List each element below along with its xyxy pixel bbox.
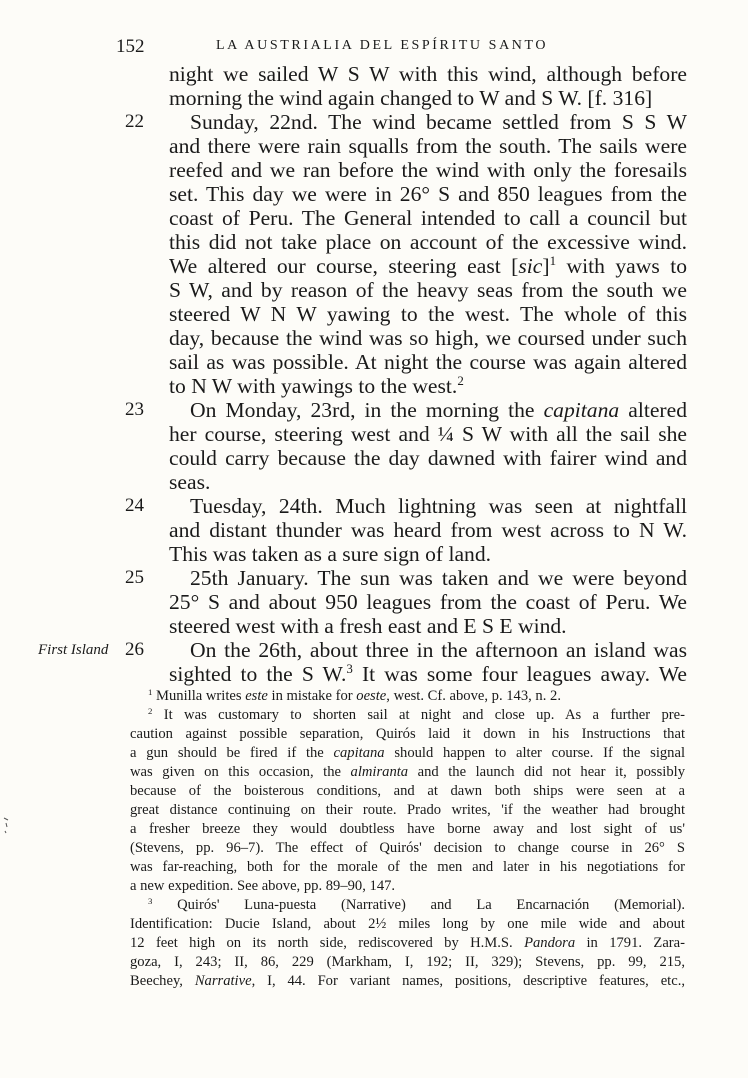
footnote-line [130,744,685,763]
margin-day-25: 25 [125,567,144,588]
text-fragment: ] [542,254,550,278]
text-segment: It was some four leagues away. We [352,662,687,686]
text-segment [542,254,687,278]
text-line: Tuesday, 24th. Much lightning was seen at nightfall [190,494,687,518]
text-line: and distant thunder was heard from west across to N W. [169,518,687,542]
italic-capitana: capitana [543,398,620,422]
footnote-marker: 2 [148,705,153,716]
margin-day-23: 23 [125,399,144,420]
text-line: steered west with a fresh east and E S E wind. [169,614,567,638]
text-line: her course, steering west and ¼ S W with all the sail she [169,422,687,446]
text-line: this did not take place on account of the excessive wind. [169,230,687,254]
text-segment: to N W with yawings to the west. [169,374,458,398]
footnote-ref-2: 2 [457,373,464,389]
text-line [169,254,687,278]
text-segment: was given on this occasion, the [130,764,351,780]
text-segment: in mistake for [267,688,357,704]
margin-day-24: 24 [125,495,144,516]
margin-note-first-island: First Island [38,642,109,658]
text-line: 25° S and about 950 leagues from the coast of Peru. We [169,590,687,614]
footnote-line: caution against possible separation, Quirós laid it down in his Instructions that [130,726,685,742]
footnote-line: was far-reaching, both for the morale of the men and later in his negotiations for [130,859,685,875]
footnote-line: a new expedition. See above, pp. 89–90, 147. [130,878,396,894]
text-line [169,398,687,422]
italic-word: Narrative [194,973,252,989]
text-segment: should happen to alter course. If the signal [384,745,685,761]
text-line: seas. [169,470,211,494]
footnote-1 [130,687,685,706]
text-line: coast of Peru. The General intended to call a council but [169,206,687,230]
scan-speck-mark [2,815,12,837]
page-header [116,36,616,60]
footnote-line: because of the boisterous conditions, and at dawn both ships were seen at a [130,783,685,799]
text-segment: and the launch did not hear it, possibly [408,764,685,780]
footnote-2 [130,706,685,725]
footnote-line: (Stevens, pp. 96–7). The effect of Quirós' decision to change course in 26° S [130,840,685,856]
text-segment: in 1791. Zara- [575,935,685,951]
text-segment: , I, 44. For variant names, positions, descriptive features, etc., [251,973,685,989]
running-title: LA AUSTRIALIA DEL ESPÍRITU SANTO [216,38,549,53]
margin-day-22: 22 [125,111,144,132]
footnotes [130,687,685,991]
footnote-line [130,972,685,991]
text-line [169,374,687,398]
page-number: 152 [116,36,145,57]
text-segment: On Monday, 23rd, in the morning the [190,398,544,422]
text-segment: Beechey, [130,973,195,989]
footnote-line: a fresher breeze they would doubtless have borne away and lost sight of us' [130,821,685,837]
italic-word: oeste [356,688,387,704]
footnote-marker: 1 [148,686,153,697]
italic-word: almiranta [350,764,409,780]
text-segment: a gun should be fired if the [130,745,334,761]
footnote-line: great distance continuing on their route. Prado writes, 'if the weather had brought [130,802,685,818]
italic-word: capitana [333,745,385,761]
footnote-line: Identification: Ducie Island, about 2½ miles long by one mile wide and about [130,916,685,932]
text-line: and there were rain squalls from the south. The sails were [169,134,687,158]
text-line: 25th January. The sun was taken and we were beyond [190,566,687,590]
text-line: day, because the wind was so high, we coursed under such [169,326,687,350]
text-line: could carry because the day dawned with fairer wind and [169,446,687,470]
footnote-marker: 3 [148,895,153,906]
text-segment: , west. Cf. above, p. 143, n. 2. [386,688,561,704]
text-segment: sighted to the S W. [169,662,347,686]
text-line: reefed and we ran before the wind with only the foresails [169,158,687,182]
text-line: set. This day we were in 26° S and 850 leagues from the [169,182,687,206]
footnote-line [130,934,685,953]
footnote-line [130,763,685,782]
text-segment: altered [619,398,687,422]
text-line: morning the wind again changed to W and S W. [f. 316] [169,86,653,110]
text-line: On the 26th, about three in the afternoon an island was [190,638,687,662]
footnote-ref-1: 1 [549,253,557,269]
text-line [169,662,687,686]
italic-word: este [245,688,268,704]
text-line: This was taken as a sure sign of land. [169,542,492,566]
text-line: S W, and by reason of the heavy seas from the south we [169,278,687,302]
footnote-line: goza, I, 243; II, 86, 229 (Markham, I, 192; II, 329); Stevens, pp. 99, 215, [130,954,685,970]
footnote-3 [130,896,685,915]
text-line: sail as was possible. At night the course was again altered [169,350,687,374]
italic-sic: sic [518,254,543,278]
text-segment: Munilla writes [152,688,246,704]
text-segment: We altered our course, steering east [ [169,254,519,278]
text-segment: It was customary to shorten sail at night and close up. As a further pre- [152,707,685,723]
text-fragment: with yaws to [556,254,687,278]
italic-word: Pandora [524,935,576,951]
text-line: Sunday, 22nd. The wind became settled from S S W [190,110,687,134]
text-segment: 12 feet high on its north side, rediscovered by H.M.S. [130,935,525,951]
text-line: steered W N W yawing to the west. The whole of this [169,302,687,326]
text-segment: Quirós' Luna-puesta (Narrative) and La Encarnación (Memorial). [152,897,685,913]
text-line: night we sailed W S W with this wind, although before [169,62,687,86]
margin-day-26: 26 [125,639,144,660]
main-text [169,62,687,686]
footnote-ref-3: 3 [346,661,353,677]
